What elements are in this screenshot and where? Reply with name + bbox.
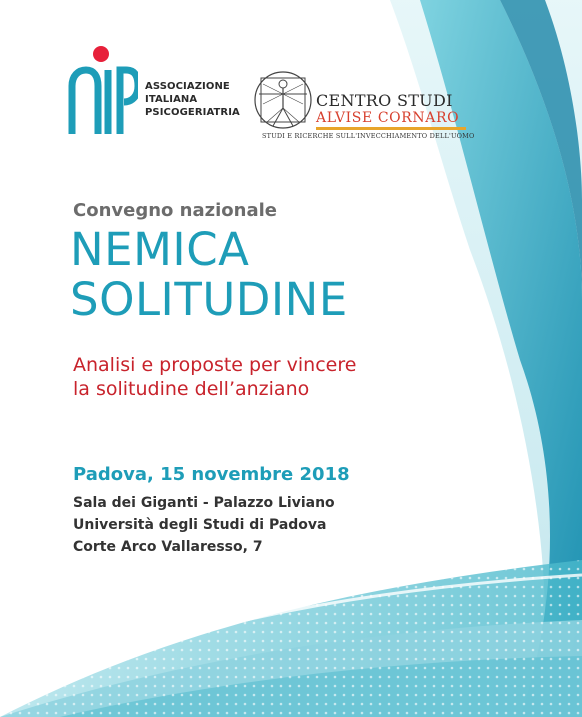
logo-underline	[316, 127, 466, 130]
event-subtitle	[73, 353, 356, 401]
title-line: SOLITUDINE	[70, 273, 348, 326]
aip-logo-icon	[68, 46, 138, 138]
event-kicker: Convegno nazionale	[73, 200, 277, 221]
centro-studi-tagline: STUDI E RICERCHE SULL'INVECCHIAMENTO DELL'UOMO	[262, 132, 475, 140]
event-date: Padova, 15 novembre 2018	[73, 464, 350, 485]
venue-line: Corte Arco Vallaresso, 7	[73, 539, 263, 555]
title-line: NEMICA	[70, 223, 250, 276]
venue-line: Sala dei Giganti - Palazzo Liviano	[73, 495, 335, 511]
venue-line: Università degli Studi di Padova	[73, 517, 327, 533]
aip-logo-text	[145, 80, 240, 119]
event-title	[70, 225, 348, 325]
event-venue	[73, 492, 335, 558]
aip-line: PSICOGERIATRIA	[145, 107, 240, 118]
aip-line: ASSOCIAZIONE	[145, 81, 230, 92]
vitruvian-man-icon	[253, 70, 313, 130]
centro-studi-name: CENTRO STUDI	[316, 91, 453, 110]
subtitle-line: la solitudine dell’anziano	[73, 378, 310, 400]
aip-line: ITALIANA	[145, 94, 198, 105]
subtitle-line: Analisi e proposte per vincere	[73, 354, 357, 376]
alvise-cornaro-name: ALVISE CORNARO	[316, 110, 460, 126]
